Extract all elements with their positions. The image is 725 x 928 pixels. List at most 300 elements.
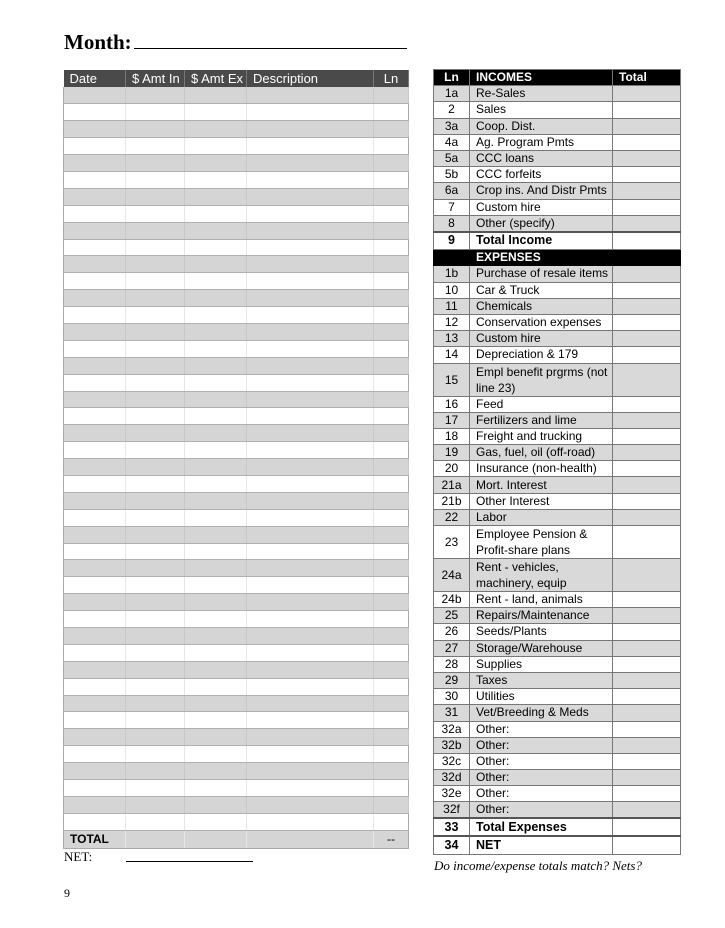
- ledger-cell-amt-ex[interactable]: [185, 290, 247, 307]
- ledger-cell-ln[interactable]: [374, 560, 409, 577]
- ledger-cell-amt-in[interactable]: [126, 577, 185, 594]
- schedule-line-total[interactable]: [613, 753, 681, 769]
- ledger-cell-ln[interactable]: [374, 729, 409, 746]
- ledger-row: [64, 104, 409, 121]
- ledger-row: [64, 239, 409, 256]
- ledger-cell-ln[interactable]: [374, 205, 409, 222]
- ledger-total-amt-in[interactable]: [126, 830, 185, 848]
- ledger-cell-amt-ex[interactable]: [185, 307, 247, 324]
- ledger-cell-ln[interactable]: [374, 492, 409, 509]
- ledger-cell-description[interactable]: [247, 763, 374, 780]
- schedule-line-total[interactable]: [613, 102, 681, 118]
- ledger-cell-ln[interactable]: [374, 577, 409, 594]
- ledger-cell-amt-ex[interactable]: [185, 323, 247, 340]
- ledger-cell-ln[interactable]: [374, 644, 409, 661]
- ledger-cell-description[interactable]: [247, 205, 374, 222]
- ledger-cell-amt-ex[interactable]: [185, 712, 247, 729]
- schedule-line-total[interactable]: [613, 721, 681, 737]
- ledger-cell-amt-in[interactable]: [126, 560, 185, 577]
- ledger-cell-description[interactable]: [247, 222, 374, 239]
- ledger-cell-amt-ex[interactable]: [185, 104, 247, 121]
- ledger-cell-ln[interactable]: [374, 746, 409, 763]
- schedule-line-total[interactable]: [613, 199, 681, 215]
- ledger-cell-ln[interactable]: [374, 290, 409, 307]
- ledger-cell-amt-in[interactable]: [126, 239, 185, 256]
- ledger-cell-ln[interactable]: [374, 340, 409, 357]
- ledger-cell-date[interactable]: [64, 509, 126, 526]
- ledger-cell-amt-in[interactable]: [126, 763, 185, 780]
- ledger-cell-date[interactable]: [64, 526, 126, 543]
- ledger-cell-ln[interactable]: [374, 611, 409, 628]
- schedule-line-total[interactable]: [613, 509, 681, 525]
- expense-row: [434, 347, 681, 363]
- ledger-cell-date[interactable]: [64, 746, 126, 763]
- ledger-cell-amt-ex[interactable]: [185, 796, 247, 813]
- ledger-cell-date[interactable]: [64, 104, 126, 121]
- ledger-cell-amt-ex[interactable]: [185, 763, 247, 780]
- ledger-cell-amt-in[interactable]: [126, 121, 185, 138]
- schedule-line-label: Other:: [470, 786, 613, 802]
- ledger-cell-date[interactable]: [64, 492, 126, 509]
- schedule-line-total[interactable]: [613, 836, 681, 854]
- ledger-cell-ln[interactable]: [374, 509, 409, 526]
- ledger-cell-amt-in[interactable]: [126, 459, 185, 476]
- ledger-cell-ln[interactable]: [374, 374, 409, 391]
- ledger-cell-ln[interactable]: [374, 408, 409, 425]
- ledger-cell-ln[interactable]: [374, 425, 409, 442]
- ledger-cell-description[interactable]: [247, 340, 374, 357]
- schedule-line-label: NET: [470, 836, 613, 854]
- ledger-cell-amt-ex[interactable]: [185, 780, 247, 797]
- ledger-cell-ln[interactable]: [374, 628, 409, 645]
- schedule-line-total[interactable]: [613, 802, 681, 819]
- ledger-cell-description[interactable]: [247, 138, 374, 155]
- ledger-cell-ln[interactable]: [374, 661, 409, 678]
- ledger-cell-amt-in[interactable]: [126, 307, 185, 324]
- schedule-line-total[interactable]: [613, 737, 681, 753]
- schedule-line-total[interactable]: [613, 672, 681, 688]
- ledger-cell-amt-in[interactable]: [126, 644, 185, 661]
- schedule-line-total[interactable]: [613, 428, 681, 444]
- schedule-line-total[interactable]: [613, 282, 681, 298]
- ledger-cell-amt-in[interactable]: [126, 256, 185, 273]
- ledger-cell-date[interactable]: [64, 644, 126, 661]
- ledger-cell-date[interactable]: [64, 87, 126, 104]
- ledger-cell-amt-ex[interactable]: [185, 442, 247, 459]
- schedule-line-label: Other:: [470, 802, 613, 819]
- ledger-cell-ln[interactable]: [374, 391, 409, 408]
- schedule-line-label: Rent - vehicles, machinery, equip: [470, 559, 613, 592]
- total-expenses-row: [434, 818, 681, 836]
- ledger-cell-amt-in[interactable]: [126, 138, 185, 155]
- ledger-cell-amt-in[interactable]: [126, 104, 185, 121]
- ledger-cell-date[interactable]: [64, 374, 126, 391]
- ledger-cell-description[interactable]: [247, 425, 374, 442]
- ledger-cell-date[interactable]: [64, 695, 126, 712]
- schedule-line-total[interactable]: [613, 298, 681, 314]
- ledger-cell-date[interactable]: [64, 577, 126, 594]
- ledger-cell-description[interactable]: [247, 104, 374, 121]
- ledger-cell-ln[interactable]: [374, 307, 409, 324]
- ledger-cell-amt-ex[interactable]: [185, 239, 247, 256]
- ledger-cell-amt-ex[interactable]: [185, 374, 247, 391]
- schedule-line-label: Chemicals: [470, 298, 613, 314]
- ledger-cell-amt-in[interactable]: [126, 340, 185, 357]
- expense-row: [434, 428, 681, 444]
- ledger-cell-date[interactable]: [64, 813, 126, 830]
- ledger-cell-description[interactable]: [247, 459, 374, 476]
- schedule-line-total[interactable]: [613, 461, 681, 477]
- schedule-line-total[interactable]: [613, 363, 681, 396]
- ledger-cell-ln[interactable]: [374, 678, 409, 695]
- ledger-cell-description[interactable]: [247, 155, 374, 172]
- ledger-cell-amt-ex[interactable]: [185, 661, 247, 678]
- ledger-cell-date[interactable]: [64, 239, 126, 256]
- ledger-cell-description[interactable]: [247, 475, 374, 492]
- ledger-cell-description[interactable]: [247, 357, 374, 374]
- ledger-cell-date[interactable]: [64, 459, 126, 476]
- ledger-cell-description[interactable]: [247, 509, 374, 526]
- ledger-cell-amt-in[interactable]: [126, 323, 185, 340]
- ledger-cell-date[interactable]: [64, 408, 126, 425]
- ledger-cell-description[interactable]: [247, 678, 374, 695]
- ledger-cell-ln[interactable]: [374, 442, 409, 459]
- ledger-cell-amt-in[interactable]: [126, 273, 185, 290]
- ledger-cell-description[interactable]: [247, 121, 374, 138]
- ledger-cell-amt-ex[interactable]: [185, 543, 247, 560]
- ledger-cell-date[interactable]: [64, 543, 126, 560]
- ledger-cell-description[interactable]: [247, 628, 374, 645]
- ledger-cell-description[interactable]: [247, 87, 374, 104]
- ledger-cell-ln[interactable]: [374, 138, 409, 155]
- schedule-line-total[interactable]: [613, 396, 681, 412]
- ledger-cell-description[interactable]: [247, 577, 374, 594]
- ledger-cell-amt-ex[interactable]: [185, 695, 247, 712]
- ledger-cell-ln[interactable]: [374, 323, 409, 340]
- ledger-cell-amt-ex[interactable]: [185, 222, 247, 239]
- schedule-line-total[interactable]: [613, 118, 681, 134]
- ledger-cell-description[interactable]: [247, 543, 374, 560]
- ledger-cell-ln[interactable]: [374, 273, 409, 290]
- ledger-cell-amt-in[interactable]: [126, 628, 185, 645]
- ledger-cell-amt-ex[interactable]: [185, 611, 247, 628]
- ledger-cell-description[interactable]: [247, 239, 374, 256]
- income-row: [434, 134, 681, 150]
- ledger-row: [64, 543, 409, 560]
- ledger-cell-date[interactable]: [64, 594, 126, 611]
- schedule-line-total[interactable]: [613, 183, 681, 199]
- schedule-line-total[interactable]: [613, 559, 681, 592]
- ledger-cell-ln[interactable]: [374, 475, 409, 492]
- ledger-cell-amt-in[interactable]: [126, 155, 185, 172]
- ledger-cell-description[interactable]: [247, 188, 374, 205]
- ledger-cell-amt-in[interactable]: [126, 796, 185, 813]
- ledger-cell-date[interactable]: [64, 796, 126, 813]
- schedule-header-incomes: INCOMES: [470, 70, 613, 86]
- ledger-cell-ln[interactable]: [374, 712, 409, 729]
- schedule-line-label: Insurance (non-health): [470, 461, 613, 477]
- schedule-line-total[interactable]: [613, 786, 681, 802]
- schedule-line-total[interactable]: [613, 818, 681, 836]
- ledger-cell-ln[interactable]: [374, 459, 409, 476]
- ledger-cell-amt-in[interactable]: [126, 492, 185, 509]
- total-income-row: [434, 232, 681, 250]
- ledger-cell-amt-in[interactable]: [126, 425, 185, 442]
- ledger-cell-amt-ex[interactable]: [185, 628, 247, 645]
- schedule-line-number: 28: [434, 656, 470, 672]
- ledger-cell-amt-ex[interactable]: [185, 813, 247, 830]
- schedule-line-total[interactable]: [613, 266, 681, 282]
- ledger-cell-description[interactable]: [247, 644, 374, 661]
- ledger-cell-amt-ex[interactable]: [185, 121, 247, 138]
- schedule-line-label: EXPENSES: [470, 250, 613, 266]
- net-input-line[interactable]: [126, 861, 253, 862]
- ledger-header-amt-ex: $ Amt Ex: [185, 70, 247, 87]
- ledger-cell-ln[interactable]: [374, 813, 409, 830]
- schedule-line-total[interactable]: [613, 656, 681, 672]
- ledger-row: [64, 492, 409, 509]
- ledger-cell-amt-ex[interactable]: [185, 188, 247, 205]
- ledger-cell-amt-in[interactable]: [126, 543, 185, 560]
- ledger-cell-amt-ex[interactable]: [185, 357, 247, 374]
- ledger-cell-amt-ex[interactable]: [185, 273, 247, 290]
- ledger-cell-amt-ex[interactable]: [185, 560, 247, 577]
- ledger-cell-date[interactable]: [64, 391, 126, 408]
- ledger-cell-date[interactable]: [64, 205, 126, 222]
- ledger-cell-date[interactable]: [64, 357, 126, 374]
- ledger-cell-description[interactable]: [247, 560, 374, 577]
- ledger-cell-amt-ex[interactable]: [185, 391, 247, 408]
- month-input-line[interactable]: [134, 48, 407, 49]
- ledger-cell-amt-in[interactable]: [126, 222, 185, 239]
- ledger-cell-amt-in[interactable]: [126, 746, 185, 763]
- schedule-line-total[interactable]: [613, 150, 681, 166]
- schedule-line-total[interactable]: [613, 477, 681, 493]
- ledger-cell-date[interactable]: [64, 171, 126, 188]
- ledger-cell-amt-ex[interactable]: [185, 492, 247, 509]
- ledger-cell-ln[interactable]: [374, 239, 409, 256]
- ledger-cell-ln[interactable]: [374, 256, 409, 273]
- ledger-cell-description[interactable]: [247, 746, 374, 763]
- ledger-cell-date[interactable]: [64, 442, 126, 459]
- ledger-cell-ln[interactable]: [374, 526, 409, 543]
- ledger-cell-date[interactable]: [64, 121, 126, 138]
- ledger-cell-date[interactable]: [64, 273, 126, 290]
- month-label: Month:: [64, 30, 132, 54]
- ledger-cell-amt-in[interactable]: [126, 729, 185, 746]
- ledger-cell-description[interactable]: [247, 273, 374, 290]
- schedule-line-total[interactable]: [613, 331, 681, 347]
- ledger-cell-description[interactable]: [247, 492, 374, 509]
- ledger-cell-amt-ex[interactable]: [185, 577, 247, 594]
- ledger-cell-description[interactable]: [247, 526, 374, 543]
- schedule-line-number: 3a: [434, 118, 470, 134]
- ledger-cell-description[interactable]: [247, 813, 374, 830]
- ledger-cell-description[interactable]: [247, 661, 374, 678]
- schedule-line-number: 27: [434, 640, 470, 656]
- ledger-cell-amt-ex[interactable]: [185, 171, 247, 188]
- ledger-cell-amt-ex[interactable]: [185, 526, 247, 543]
- schedule-line-label: Other:: [470, 753, 613, 769]
- ledger-cell-date[interactable]: [64, 425, 126, 442]
- schedule-line-total[interactable]: [613, 689, 681, 705]
- ledger-cell-date[interactable]: [64, 475, 126, 492]
- schedule-line-number: 13: [434, 331, 470, 347]
- ledger-cell-date[interactable]: [64, 222, 126, 239]
- ledger-cell-date[interactable]: [64, 611, 126, 628]
- schedule-line-total[interactable]: [613, 232, 681, 250]
- ledger-cell-amt-ex[interactable]: [185, 644, 247, 661]
- ledger-cell-date[interactable]: [64, 256, 126, 273]
- ledger-cell-description[interactable]: [247, 594, 374, 611]
- ledger-cell-amt-in[interactable]: [126, 661, 185, 678]
- ledger-cell-ln[interactable]: [374, 796, 409, 813]
- ledger-cell-date[interactable]: [64, 560, 126, 577]
- ledger-cell-amt-ex[interactable]: [185, 594, 247, 611]
- ledger-cell-ln[interactable]: [374, 780, 409, 797]
- ledger-cell-amt-in[interactable]: [126, 188, 185, 205]
- ledger-cell-amt-in[interactable]: [126, 509, 185, 526]
- ledger-cell-amt-ex[interactable]: [185, 678, 247, 695]
- ledger-cell-ln[interactable]: [374, 188, 409, 205]
- ledger-cell-description[interactable]: [247, 323, 374, 340]
- ledger-cell-description[interactable]: [247, 171, 374, 188]
- ledger-cell-description[interactable]: [247, 729, 374, 746]
- ledger-cell-amt-in[interactable]: [126, 813, 185, 830]
- schedule-line-total[interactable]: [613, 86, 681, 102]
- ledger-cell-amt-in[interactable]: [126, 290, 185, 307]
- ledger-cell-date[interactable]: [64, 712, 126, 729]
- schedule-line-total[interactable]: [613, 167, 681, 183]
- ledger-cell-amt-in[interactable]: [126, 442, 185, 459]
- ledger-cell-amt-ex[interactable]: [185, 408, 247, 425]
- ledger-cell-amt-in[interactable]: [126, 87, 185, 104]
- schedule-line-label: Gas, fuel, oil (off-road): [470, 445, 613, 461]
- schedule-line-number: 2: [434, 102, 470, 118]
- schedule-line-total[interactable]: [613, 526, 681, 559]
- schedule-line-total[interactable]: [613, 445, 681, 461]
- schedule-line-total[interactable]: [613, 705, 681, 721]
- ledger-cell-date[interactable]: [64, 307, 126, 324]
- ledger-cell-ln[interactable]: [374, 222, 409, 239]
- ledger-cell-amt-in[interactable]: [126, 695, 185, 712]
- schedule-line-total[interactable]: [613, 134, 681, 150]
- ledger-cell-ln[interactable]: [374, 695, 409, 712]
- ledger-cell-amt-in[interactable]: [126, 408, 185, 425]
- ledger-cell-date[interactable]: [64, 290, 126, 307]
- ledger-cell-amt-ex[interactable]: [185, 746, 247, 763]
- ledger-cell-amt-in[interactable]: [126, 678, 185, 695]
- ledger-cell-date[interactable]: [64, 678, 126, 695]
- ledger-cell-amt-ex[interactable]: [185, 509, 247, 526]
- ledger-cell-ln[interactable]: [374, 121, 409, 138]
- schedule-line-label: Mort. Interest: [470, 477, 613, 493]
- ledger-cell-amt-in[interactable]: [126, 205, 185, 222]
- ledger-row: [64, 560, 409, 577]
- ledger-row: [64, 121, 409, 138]
- ledger-cell-description[interactable]: [247, 780, 374, 797]
- ledger-cell-ln[interactable]: [374, 87, 409, 104]
- schedule-line-total[interactable]: [613, 493, 681, 509]
- ledger-cell-description[interactable]: [247, 712, 374, 729]
- schedule-line-total[interactable]: [613, 592, 681, 608]
- ledger-cell-amt-in[interactable]: [126, 712, 185, 729]
- ledger-cell-date[interactable]: [64, 323, 126, 340]
- ledger-cell-ln[interactable]: [374, 171, 409, 188]
- ledger-cell-date[interactable]: [64, 780, 126, 797]
- schedule-line-total[interactable]: [613, 215, 681, 232]
- ledger-cell-amt-in[interactable]: [126, 171, 185, 188]
- ledger-cell-date[interactable]: [64, 340, 126, 357]
- ledger-cell-amt-in[interactable]: [126, 374, 185, 391]
- schedule-line-number: 30: [434, 689, 470, 705]
- ledger-cell-amt-ex[interactable]: [185, 87, 247, 104]
- expense-row: [434, 509, 681, 525]
- ledger-cell-ln[interactable]: [374, 763, 409, 780]
- ledger-cell-amt-ex[interactable]: [185, 729, 247, 746]
- ledger-cell-description[interactable]: [247, 374, 374, 391]
- schedule-line-total[interactable]: [613, 770, 681, 786]
- ledger-cell-amt-in[interactable]: [126, 475, 185, 492]
- ledger-cell-ln[interactable]: [374, 594, 409, 611]
- ledger-cell-amt-in[interactable]: [126, 611, 185, 628]
- schedule-line-total[interactable]: [613, 640, 681, 656]
- ledger-cell-ln[interactable]: [374, 357, 409, 374]
- schedule-line-total[interactable]: [613, 412, 681, 428]
- schedule-line-total[interactable]: [613, 624, 681, 640]
- ledger-cell-description[interactable]: [247, 796, 374, 813]
- ledger-cell-description[interactable]: [247, 408, 374, 425]
- ledger-cell-description[interactable]: [247, 307, 374, 324]
- ledger-cell-ln[interactable]: [374, 104, 409, 121]
- ledger-cell-description[interactable]: [247, 442, 374, 459]
- ledger-cell-description[interactable]: [247, 391, 374, 408]
- ledger-cell-amt-ex[interactable]: [185, 155, 247, 172]
- ledger-cell-description[interactable]: [247, 256, 374, 273]
- ledger-cell-amt-ex[interactable]: [185, 459, 247, 476]
- ledger-cell-description[interactable]: [247, 611, 374, 628]
- ledger-cell-amt-in[interactable]: [126, 594, 185, 611]
- ledger-cell-amt-in[interactable]: [126, 391, 185, 408]
- ledger-cell-description[interactable]: [247, 695, 374, 712]
- ledger-cell-date[interactable]: [64, 628, 126, 645]
- ledger-cell-date[interactable]: [64, 763, 126, 780]
- ledger-cell-amt-in[interactable]: [126, 526, 185, 543]
- ledger-cell-amt-ex[interactable]: [185, 340, 247, 357]
- schedule-line-total[interactable]: [613, 608, 681, 624]
- ledger-cell-amt-ex[interactable]: [185, 205, 247, 222]
- ledger-cell-date[interactable]: [64, 188, 126, 205]
- ledger-cell-date[interactable]: [64, 661, 126, 678]
- schedule-line-total[interactable]: [613, 314, 681, 330]
- schedule-line-total[interactable]: [613, 347, 681, 363]
- schedule-line-total: [613, 250, 681, 266]
- schedule-line-label: Custom hire: [470, 331, 613, 347]
- ledger-cell-date[interactable]: [64, 155, 126, 172]
- ledger-cell-amt-ex[interactable]: [185, 425, 247, 442]
- ledger-cell-amt-ex[interactable]: [185, 138, 247, 155]
- ledger-cell-amt-in[interactable]: [126, 357, 185, 374]
- ledger-cell-date[interactable]: [64, 138, 126, 155]
- ledger-cell-amt-in[interactable]: [126, 780, 185, 797]
- ledger-cell-ln[interactable]: [374, 155, 409, 172]
- ledger-cell-amt-ex[interactable]: [185, 475, 247, 492]
- ledger-cell-description[interactable]: [247, 290, 374, 307]
- ledger-cell-ln[interactable]: [374, 543, 409, 560]
- ledger-cell-amt-ex[interactable]: [185, 256, 247, 273]
- ledger-total-amt-ex[interactable]: [185, 830, 247, 848]
- ledger-cell-date[interactable]: [64, 729, 126, 746]
